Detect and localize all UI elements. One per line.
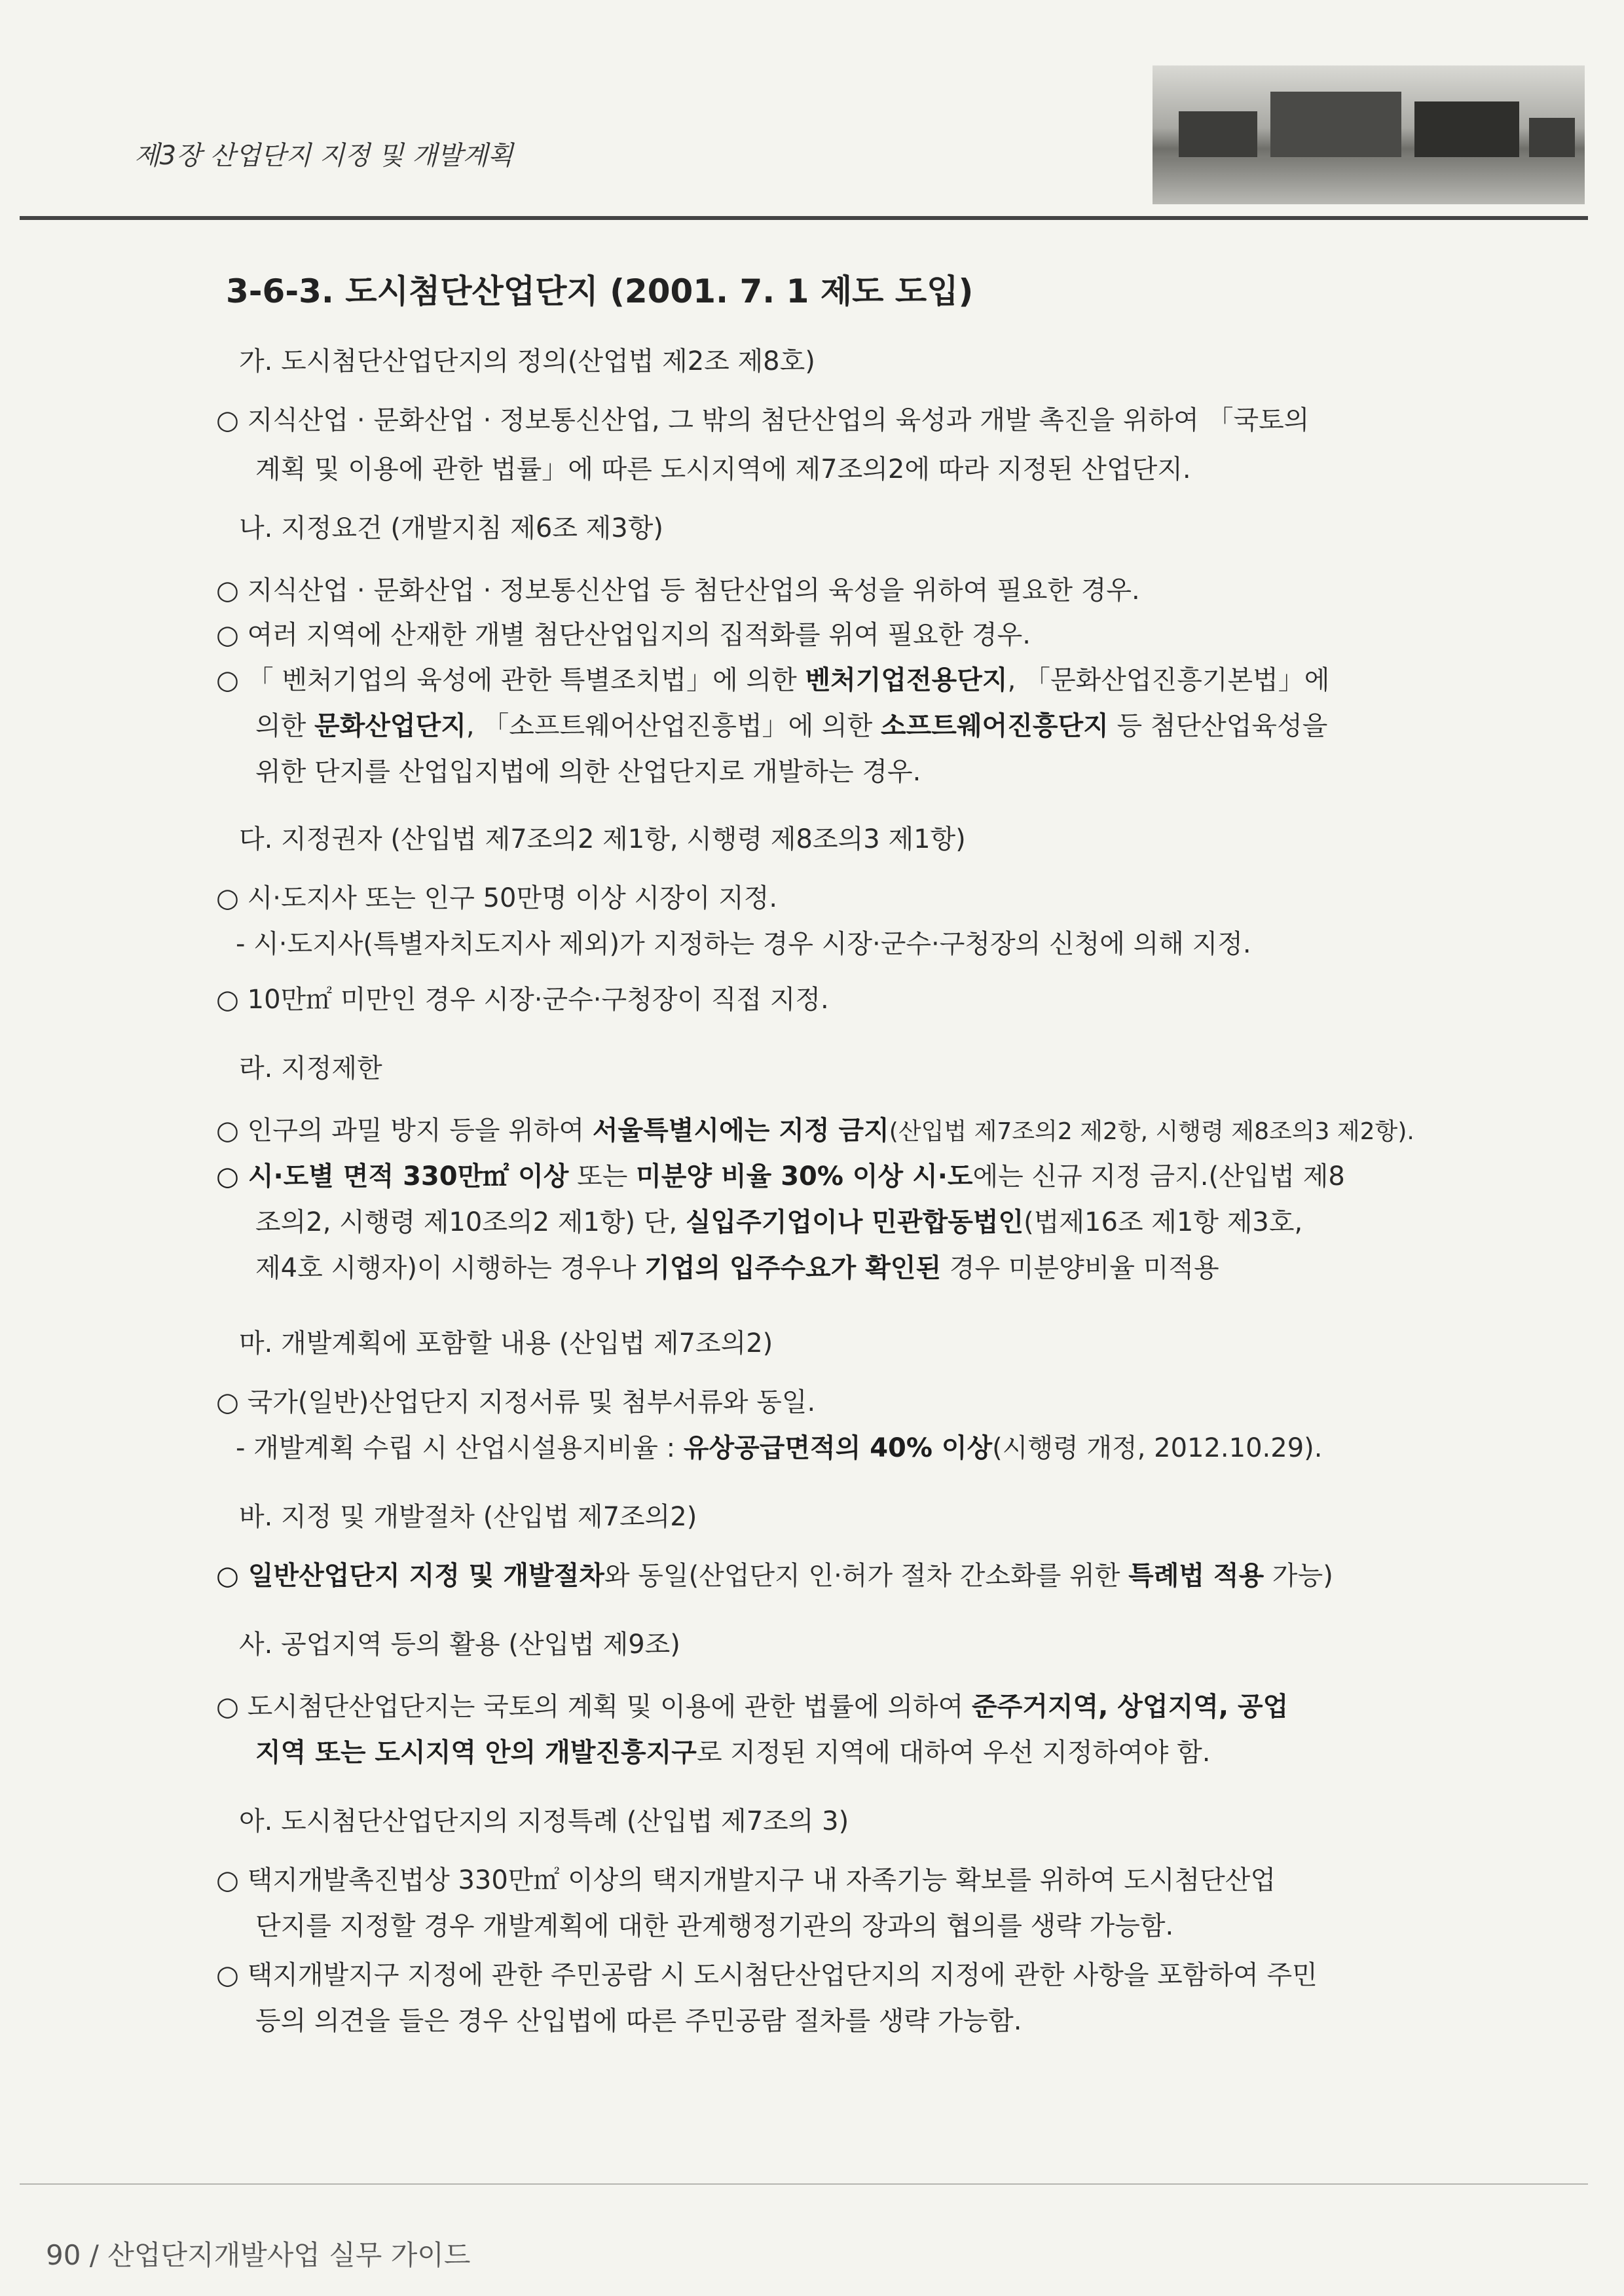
subheading-special-provisions: 아. 도시첨단산업단지의 지정특례 (산입법 제7조의 3) [239,1806,849,1836]
text-segment: 조의2, 시행령 제10조의2 제1항) 단, [255,1207,686,1237]
bullet-restriction-2-line2 [255,1201,1302,1239]
emphasis-special-act: 특례법 적용 [1128,1561,1264,1591]
text-segment: ○ 인구의 과밀 방지 등을 위하여 [216,1116,593,1146]
text-segment: - 개발계획 수립 시 산업시설용지비율 : [236,1433,684,1463]
section-title: 3-6-3. 도시첨단산업단지 (2001. 7. 1 제도 도입) [226,272,974,310]
bullet-definition-line2: 계획 및 이용에 관한 법률」에 따른 도시지역에 제7조의2에 따라 지정된 산업단지. [255,454,1191,484]
bullet-requirement-2: ○ 여러 지역에 산재한 개별 첨단산업입지의 집적화를 위여 필요한 경우. [216,620,1031,650]
header-rule [20,216,1588,220]
text-segment: (법제16조 제1항 제3호, [1024,1207,1303,1237]
bullet-authority-1: ○ 시·도지사 또는 인구 50만명 이상 시장이 지정. [216,883,778,913]
text-segment: 로 지정된 지역에 대하여 우선 지정하여야 함. [696,1738,1211,1768]
subheading-industrial-zone: 사. 공업지역 등의 활용 (산입법 제9조) [239,1630,680,1660]
bullet-definition-line1: ○ 지식산업 · 문화산업 · 정보통신산업, 그 밖의 첨단산업의 육성과 개발 촉진을 위하여 「국토의 [216,405,1310,435]
header-photo [1153,65,1585,204]
bullet-restriction-2-line1 [216,1156,1345,1193]
bullet-special-1-line2: 단지를 지정할 경우 개발계획에 대한 관계행정기관의 장과의 협의를 생략 가능함. [255,1911,1174,1941]
emphasis-development-district: 지역 또는 도시지역 안의 개발진흥지구 [255,1738,697,1768]
text-segment: 와 동일(산업단지 인·허가 절차 간소화를 위한 [604,1561,1129,1591]
bullet-special-2-line1: ○ 택지개발지구 지정에 관한 주민공람 시 도시첨단산업단지의 지정에 관한 사항을 포함하여 주민 [216,1960,1318,1990]
subheading-authority: 다. 지정권자 (산입법 제7조의2 제1항, 시행령 제8조의3 제1항) [239,824,966,854]
emphasis-seoul-ban: 서울특별시에는 지정 금지 [592,1116,889,1146]
bullet-requirement-3-line3: 위한 단지를 산업입지법에 의한 산업단지로 개발하는 경우. [255,757,921,787]
text-segment: , 「문화산업진흥기본법」에 [1007,665,1330,695]
subheading-definition: 가. 도시첨단산업단지의 정의(산업법 제2조 제8호) [239,346,815,376]
text-segment: 가능) [1264,1561,1333,1591]
bullet-requirement-3-line2 [255,705,1327,742]
emphasis-software-complex: 소프트웨어진흥단지 [881,711,1109,741]
subheading-restriction: 라. 지정제한 [239,1053,382,1084]
emphasis-demand-confirmed: 기업의 입주수요가 확인된 [644,1253,942,1283]
subheading-plan-contents: 마. 개발계획에 포함할 내용 (산입법 제7조의2) [239,1328,773,1358]
text-segment: 제4호 시행자)이 시행하는 경우나 [255,1253,645,1283]
bullet-authority-2: ○ 10만㎡ 미만인 경우 시장·군수·구청장이 직접 지정. [216,985,829,1015]
text-segment: 경우 미분양비율 미적용 [941,1253,1219,1283]
subheading-requirements: 나. 지정요건 (개발지침 제6조 제3항) [239,513,664,543]
emphasis-unsold-rate: 미분양 비율 30% 이상 시·도 [636,1161,973,1192]
text-segment: 의한 [255,711,314,741]
bullet-restriction-1 [216,1110,1414,1147]
bullet-special-1-line1: ○ 택지개발촉진법상 330만㎡ 이상의 택지개발지구 내 자족기능 확보를 위하여 도시첨단산업 [216,1865,1276,1895]
bullet-requirement-1: ○ 지식산업 · 문화산업 · 정보통신산업 등 첨단산업의 육성을 위하여 필요한 경우. [216,575,1140,606]
emphasis-zones: 준주거지역, 상업지역, 공업 [971,1692,1289,1722]
text-segment: ○ 「 벤처기업의 육성에 관한 특별조치법」에 의한 [216,665,805,695]
emphasis-corporation: 실입주기업이나 민관합동법인 [685,1207,1024,1237]
text-segment: 에는 신규 지정 금지.(산입법 제8 [972,1161,1345,1192]
footer-rule [20,2183,1588,2185]
text-segment: ○ 도시첨단산업단지는 국토의 계획 및 이용에 관한 법률에 의하여 [216,1692,972,1722]
bullet-plan-1: ○ 국가(일반)산업단지 지정서류 및 첨부서류와 동일. [216,1387,816,1417]
text-segment: 등 첨단산업육성을 [1108,711,1328,741]
emphasis-area-limit: ○ 시·도별 면적 330만㎡ 이상 [216,1161,569,1192]
bullet-requirement-3-line1 [216,659,1329,697]
page-footer: 90 / 산업단지개발사업 실무 가이드 [46,2239,471,2271]
text-segment: (산입법 제7조의2 제2항, 시행령 제8조의3 제2항). [889,1118,1414,1145]
bullet-zone-line2 [255,1732,1210,1769]
dash-plan-1 [236,1427,1322,1465]
emphasis-general-procedure: ○ 일반산업단지 지정 및 개발절차 [216,1561,604,1591]
emphasis-culture-complex: 문화산업단지 [314,711,466,741]
page-header-title: 제3장 산업단지 지정 및 개발계획 [134,141,513,171]
subheading-procedure: 바. 지정 및 개발절차 (산입법 제7조의2) [239,1502,697,1532]
text-segment: 또는 [568,1161,637,1192]
text-segment: (시행령 개정, 2012.10.29). [992,1433,1323,1463]
bullet-restriction-2-line3 [255,1247,1219,1285]
bullet-procedure-1 [216,1555,1333,1592]
dash-authority-1: - 시·도지사(특별자치도지사 제외)가 지정하는 경우 시장·군수·구청장의 신청에 의해 지정. [236,929,1251,959]
emphasis-venture-complex: 벤처기업전용단지 [805,665,1008,695]
bullet-special-2-line2: 등의 의견을 들은 경우 산입법에 따른 주민공람 절차를 생략 가능함. [255,2006,1022,2036]
emphasis-area-ratio: 유상공급면적의 40% 이상 [683,1433,993,1463]
text-segment: , 「소프트웨어산업진흥법」에 의한 [466,711,881,741]
bullet-zone-line1 [216,1686,1288,1723]
